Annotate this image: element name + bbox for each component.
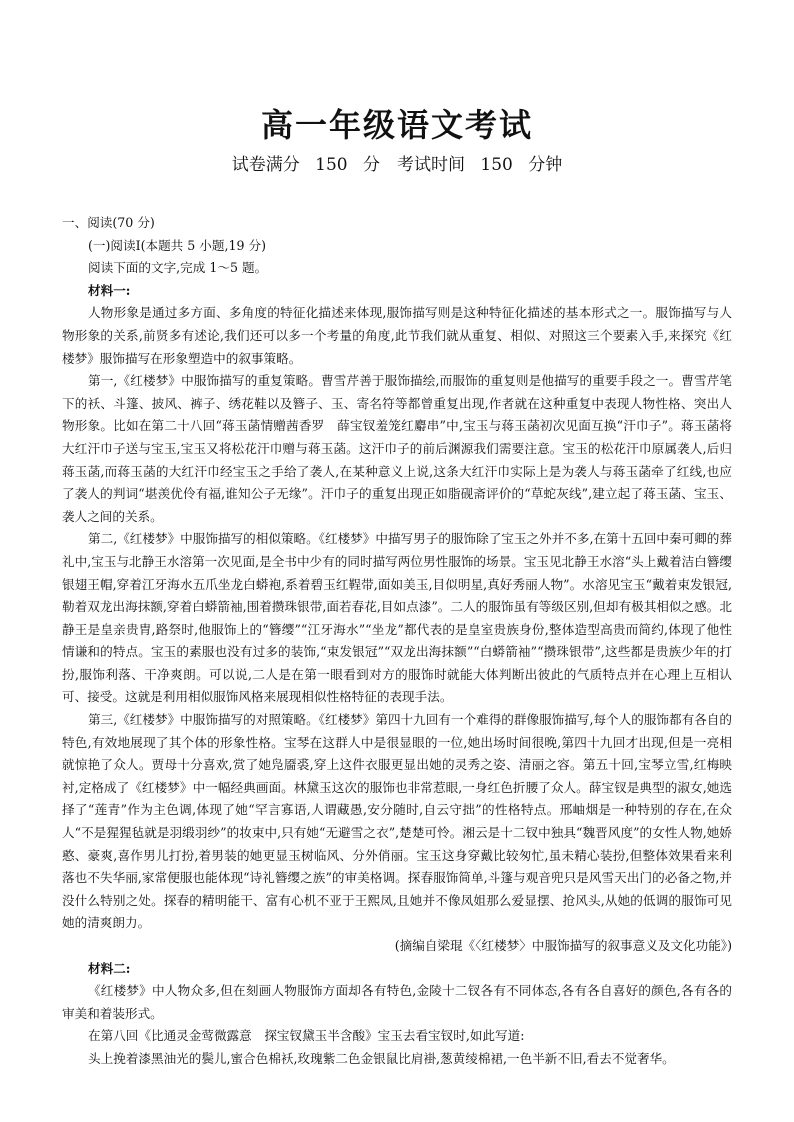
material2-label: 材料二: — [88, 960, 131, 976]
exam-title: 高一年级语文考试 — [260, 106, 533, 144]
section-instruction: 阅读下面的文字,完成 1～5 题。 — [88, 260, 268, 276]
exam-content — [62, 212, 732, 1071]
material2-paragraph: 头上挽着漆黑油光的鬓儿,蜜合色棉袄,玫瑰紫二色金银鼠比肩褂,葱黄绫棉裙,一色半新不旧,看去不觉奢华。 — [88, 1050, 675, 1066]
material1-paragraph: 第一,《红楼梦》中服饰描写的重复策略。曹雪芹善于服饰描绘,而服饰的重复则是他描写的重要手段之一。曹雪芹笔下的袄、斗篷、披风、裤子、绣花鞋以及簪子、玉、寄名符等都曾重复出现,作者就在这种重复中表现人物性格、突出人物形象。比如在第二十八回“蒋玉菡情赠茜香罗 薛宝钗羞笼红麝串”中,宝玉与蒋玉菡初次见面互换“汗巾子”。蒋玉菡将大红汗巾子送与宝玉,宝玉又将松花汗巾赠与蒋玉菡。这汗巾子的前后渊源我们需要注意。宝玉的松花汗巾原属袭人,后归蒋玉菡,而蒋玉菡的大红汗巾经宝玉之手给了袭人,在某种意义上说,这条大红汗巾实际上是为袭人与蒋玉菡牵了红线,也应了袭人的判词“堪羡优伶有福,谁知公子无缘”。汗巾子的重复出现正如脂砚斋评价的“草蛇灰线”,建立起了蒋玉菡、宝玉、袭人之间的关系。 — [62, 373, 732, 524]
section-subheading: (一)阅读Ⅰ(本题共 5 小题,19 分) — [88, 237, 267, 253]
material1-source: (摘编自梁琨《〈红楼梦〉中服饰描写的叙事意义及文化功能》) — [394, 938, 732, 953]
material2-paragraph: 《红楼梦》中人物众多,但在刻画人物服饰方面却各有特色,金陵十二钗各有不同体态,各有各自喜好的颜色,各有各的审美和着装形式。 — [62, 983, 732, 1021]
material1-paragraph: 第三,《红楼梦》中服饰描写的对照策略。《红楼梦》第四十九回有一个难得的群像服饰描写,每个人的服饰都有各自的特色,有效地展现了其个体的形象性格。宝琴在这群人中是很显眼的一位,她出场时间很晚,第四十九回才出现,但是一亮相就惊艳了众人。贾母十分喜欢,赏了她凫靥裘,穿上这件衣服更显出她的灵秀之姿、清丽之容。第五十回,宝琴立雪,红梅映衬,定格成了《红楼梦》中一幅经典画面。林黛玉这次的服饰也非常惹眼,一身红色折腰了众人。薛宝钗是典型的淑女,她选择了“莲青”作为主色调,体现了她“罕言寡语,人谓藏愚,安分随时,自云守拙”的性格特点。邢岫烟是一种特别的存在,在众人“不是猩猩毡就是羽缎羽纱”的妆束中,只有她“无避雪之衣”,楚楚可怜。湘云是十二钗中独具“魏晋风度”的女性人物,她娇憨、豪爽,喜作男儿打扮,着男装的她更显玉树临风、分外俏丽。宝玉这身穿戴比较匆忙,虽未精心装扮,但整体效果看来利落也不失华丽,家常便服也能体现“诗礼簪缨之族”的审美格调。探春服饰简单,斗篷与观音兜只是风雪天出门的必备之物,并没什么特别之处。探春的精明能干、富有心机不亚于王熙凤,且她并不像凤姐那么爱显摆、抢风头,从她的低调的服饰可见她的清爽朗力。 — [62, 712, 732, 931]
material1-label: 材料一: — [88, 282, 131, 298]
material1-paragraph: 人物形象是通过多方面、多角度的特征化描述来体现,服饰描写则是这种特征化描述的基本形式之一。服饰描写与人物形象的关系,前贤多有述论,我们还可以多一个考量的角度,此节我们就从重复、相似、对照这三个要素入手,来探究《红楼梦》服饰描写在形象塑造中的叙事策略。 — [62, 305, 732, 366]
section-heading: 一、阅读(70 分) — [62, 215, 155, 230]
material2-paragraph: 在第八回《比通灵金莺微露意 探宝钗黛玉半含酸》宝玉去看宝钗时,如此写道: — [88, 1028, 525, 1044]
exam-subtitle: 试卷满分 150 分 考试时间 150 分钟 — [231, 155, 563, 175]
material1-paragraph: 第二,《红楼梦》中服饰描写的相似策略。《红楼梦》中描写男子的服饰除了宝玉之外并不多,在第十五回中秦可卿的葬礼中,宝玉与北静王水溶第一次见面,是全书中少有的同时描写两位男性服饰的场景。宝玉见北静王水溶“头上戴着洁白簪缨银翅王帽,穿着江牙海水五爪坐龙白蟒袍,系着碧玉红鞓带,面如美玉,目似明星,真好秀丽人物”。水溶见宝玉“戴着束发银冠,勒着双龙出海抹额,穿着白蟒箭袖,围着攒珠银带,面若春花,目如点漆”。二人的服饰虽有等级区别,但却有极其相似之感。北静王是皇亲贵胄,路祭时,他服饰上的“簪缨”“江牙海水”“坐龙”都代表的是皇室贵族身份,整体造型高贵而简约,体现了他性情谦和的特点。宝玉的素服也没有过多的装饰,“束发银冠”“双龙出海抹额”“白蟒箭袖”“攒珠银带”,这些都是贵族少年的打扮,服饰利落、干净爽朗。可以说,二人是在第一眼看到对方的服饰时就能大体判断出彼此的气质特点并在心理上互相认可、接受。这就是利用相似服饰风格来展现相似性格特征的表现手法。 — [62, 531, 732, 705]
